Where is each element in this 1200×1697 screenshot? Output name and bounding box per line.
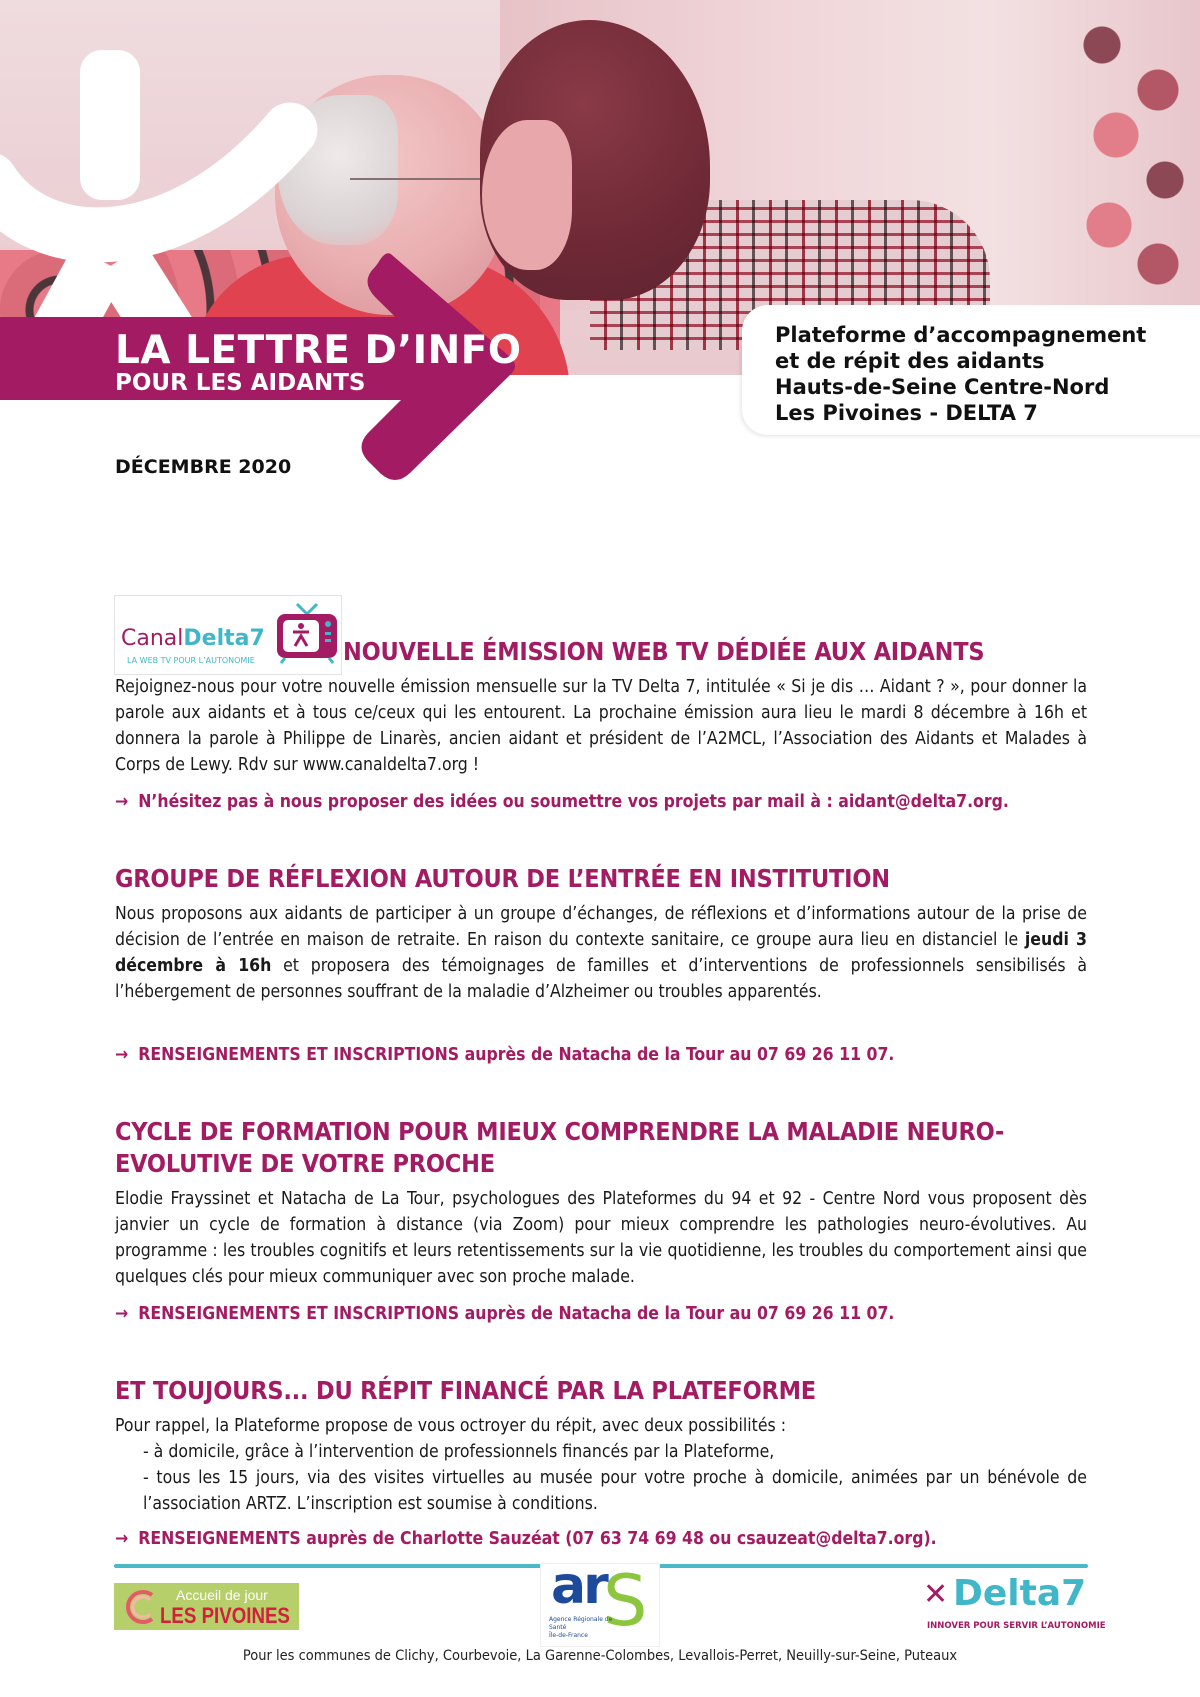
ars-s-letter: S (603, 1560, 648, 1642)
arrow-right-icon: → (115, 792, 129, 812)
ars-subtitle: Agence Régionale de Santé Île-de-France (549, 1616, 613, 1639)
pivoines-name: LES PIVOINES (160, 1603, 290, 1628)
article-body (115, 1413, 1087, 1517)
ivy-plant (1060, 0, 1200, 300)
article-body: Elodie Frayssinet et Natacha de La Tour, psychologues des Plateformes du 94 et 92 - Centre Nord vous proposent dès janvier un cycle de formation à distance (via Zoom) pour mieux comprendre les pathologies neuro-évolutives. Au programme : les troubles cognitifs et leurs retentissements sur la vie quotidienne, les troubles du comportement ainsi que quelques clés pour mieux communiquer avec son proche malade. (115, 1189, 1087, 1287)
delta7-wordmark: Delta7 (953, 1573, 1087, 1614)
arrow-right-icon: → (115, 1304, 129, 1324)
les-pivoines-logo (114, 1583, 299, 1630)
article-title: NOUVELLE ÉMISSION WEB TV DÉDIÉE AUX AIDANTS (343, 637, 985, 666)
article-title-line: CYCLE DE FORMATION POUR MIEUX COMPRENDRE LA MALADIE NEURO- (115, 1117, 1005, 1146)
newsletter-subtitle: POUR LES AIDANTS (115, 370, 366, 396)
arrow-right-icon: → (115, 1529, 129, 1549)
list-item: - tous les 15 jours, via des visites virtuelles au musée pour votre proche à domicile, animées par un bénévole de l’association ARTZ. L’inscription est soumise à conditions. (143, 1468, 1087, 1514)
respite-options-list (115, 1439, 1087, 1517)
delta7-figure-icon: ✕ (923, 1577, 949, 1612)
article-title: GROUPE DE RÉFLEXION AUTOUR DE L’ENTRÉE EN INSTITUTION (115, 864, 890, 893)
highlighted-date: jeudi 3 décembre à 16h (115, 930, 1087, 976)
canal-delta7-logo (114, 595, 342, 675)
platform-line: et de répit des aidants (775, 349, 1045, 373)
article-body: Nous proposons aux aidants de participer à un groupe d’échanges, de réflexions et d’informations autour de la prise de décision de l’entrée en maison de retraite. En raison du contexte sanitaire, ce groupe aura lieu en distanciel le jeudi 3 décembre à 16h et proposera des témoignages de familles et d’interventions de professionnels sensibilisés à l’hébergement de personnes souffrant de la maladie d’Alzheimer ou troubles apparentés. (115, 904, 1087, 1002)
swirl-icon (122, 1589, 158, 1625)
platform-description (775, 322, 1146, 426)
issue-date: DÉCEMBRE 2020 (115, 456, 292, 478)
glasses (350, 178, 500, 196)
article-title: ET TOUJOURS... DU RÉPIT FINANCÉ PAR LA PLATEFORME (115, 1376, 816, 1405)
canal-tagline: LA WEB TV POUR L’AUTONOMIE (127, 656, 255, 665)
ars-logo (540, 1556, 660, 1647)
canal-delta7-wordmark: CanalDelta7 (121, 626, 265, 651)
delta7-logo (923, 1573, 1106, 1635)
platform-line: Les Pivoines - DELTA 7 (775, 401, 1038, 425)
ars-wordmark: ar (551, 1556, 606, 1616)
article-title-line: EVOLUTIVE DE VOTRE PROCHE (115, 1149, 495, 1178)
article-cta: → RENSEIGNEMENTS ET INSCRIPTIONS auprès de Natacha de la Tour au 07 69 26 11 07. (115, 1304, 895, 1324)
pivoines-label: Accueil de jour (176, 1587, 268, 1603)
article-intro: Pour rappel, la Plateforme propose de vous octroyer du répit, avec deux possibilités : (115, 1416, 787, 1436)
platform-line: Plateforme d’accompagnement (775, 323, 1147, 347)
article-cta: → RENSEIGNEMENTS auprès de Charlotte Sauzéat (07 63 74 69 48 ou csauzeat@delta7.org). (115, 1529, 937, 1549)
delta7-tagline: INNOVER POUR SERVIR L’AUTONOMIE (927, 1621, 1106, 1631)
platform-line: Hauts-de-Seine Centre-Nord (775, 375, 1110, 399)
article-cta: → N’hésitez pas à nous proposer des idées ou soumettre vos projets par mail à : aidant@delta7.org. (115, 792, 1009, 812)
tv-icon (275, 602, 339, 664)
article-body: Rejoignez-nous pour votre nouvelle émission mensuelle sur la TV Delta 7, intitulée « Si je dis … Aidant ? », pour donner la parole aux aidants et à tous ce/ceux qui les entourent. La prochaine émission aura lieu le mardi 8 décembre à 16h et donnera la parole à Philippe de Linarès, ancien aidant et président de l’A2MCL, l’Association des Aidants et Malades à Corps de Lewy. Rdv sur www.canaldelta7.org ! (115, 677, 1087, 775)
newsletter-title: LA LETTRE D’INFO (115, 328, 522, 373)
article-cta: → RENSEIGNEMENTS ET INSCRIPTIONS auprès de Natacha de la Tour au 07 69 26 11 07. (115, 1045, 895, 1065)
communes-list: Pour les communes de Clichy, Courbevoie, La Garenne-Colombes, Levallois-Perret, Neuilly-sur-Seine, Puteaux (242, 1648, 958, 1664)
list-item: - à domicile, grâce à l’intervention de professionnels financés par la Plateforme, (143, 1442, 775, 1462)
arrow-right-icon: → (115, 1045, 129, 1065)
